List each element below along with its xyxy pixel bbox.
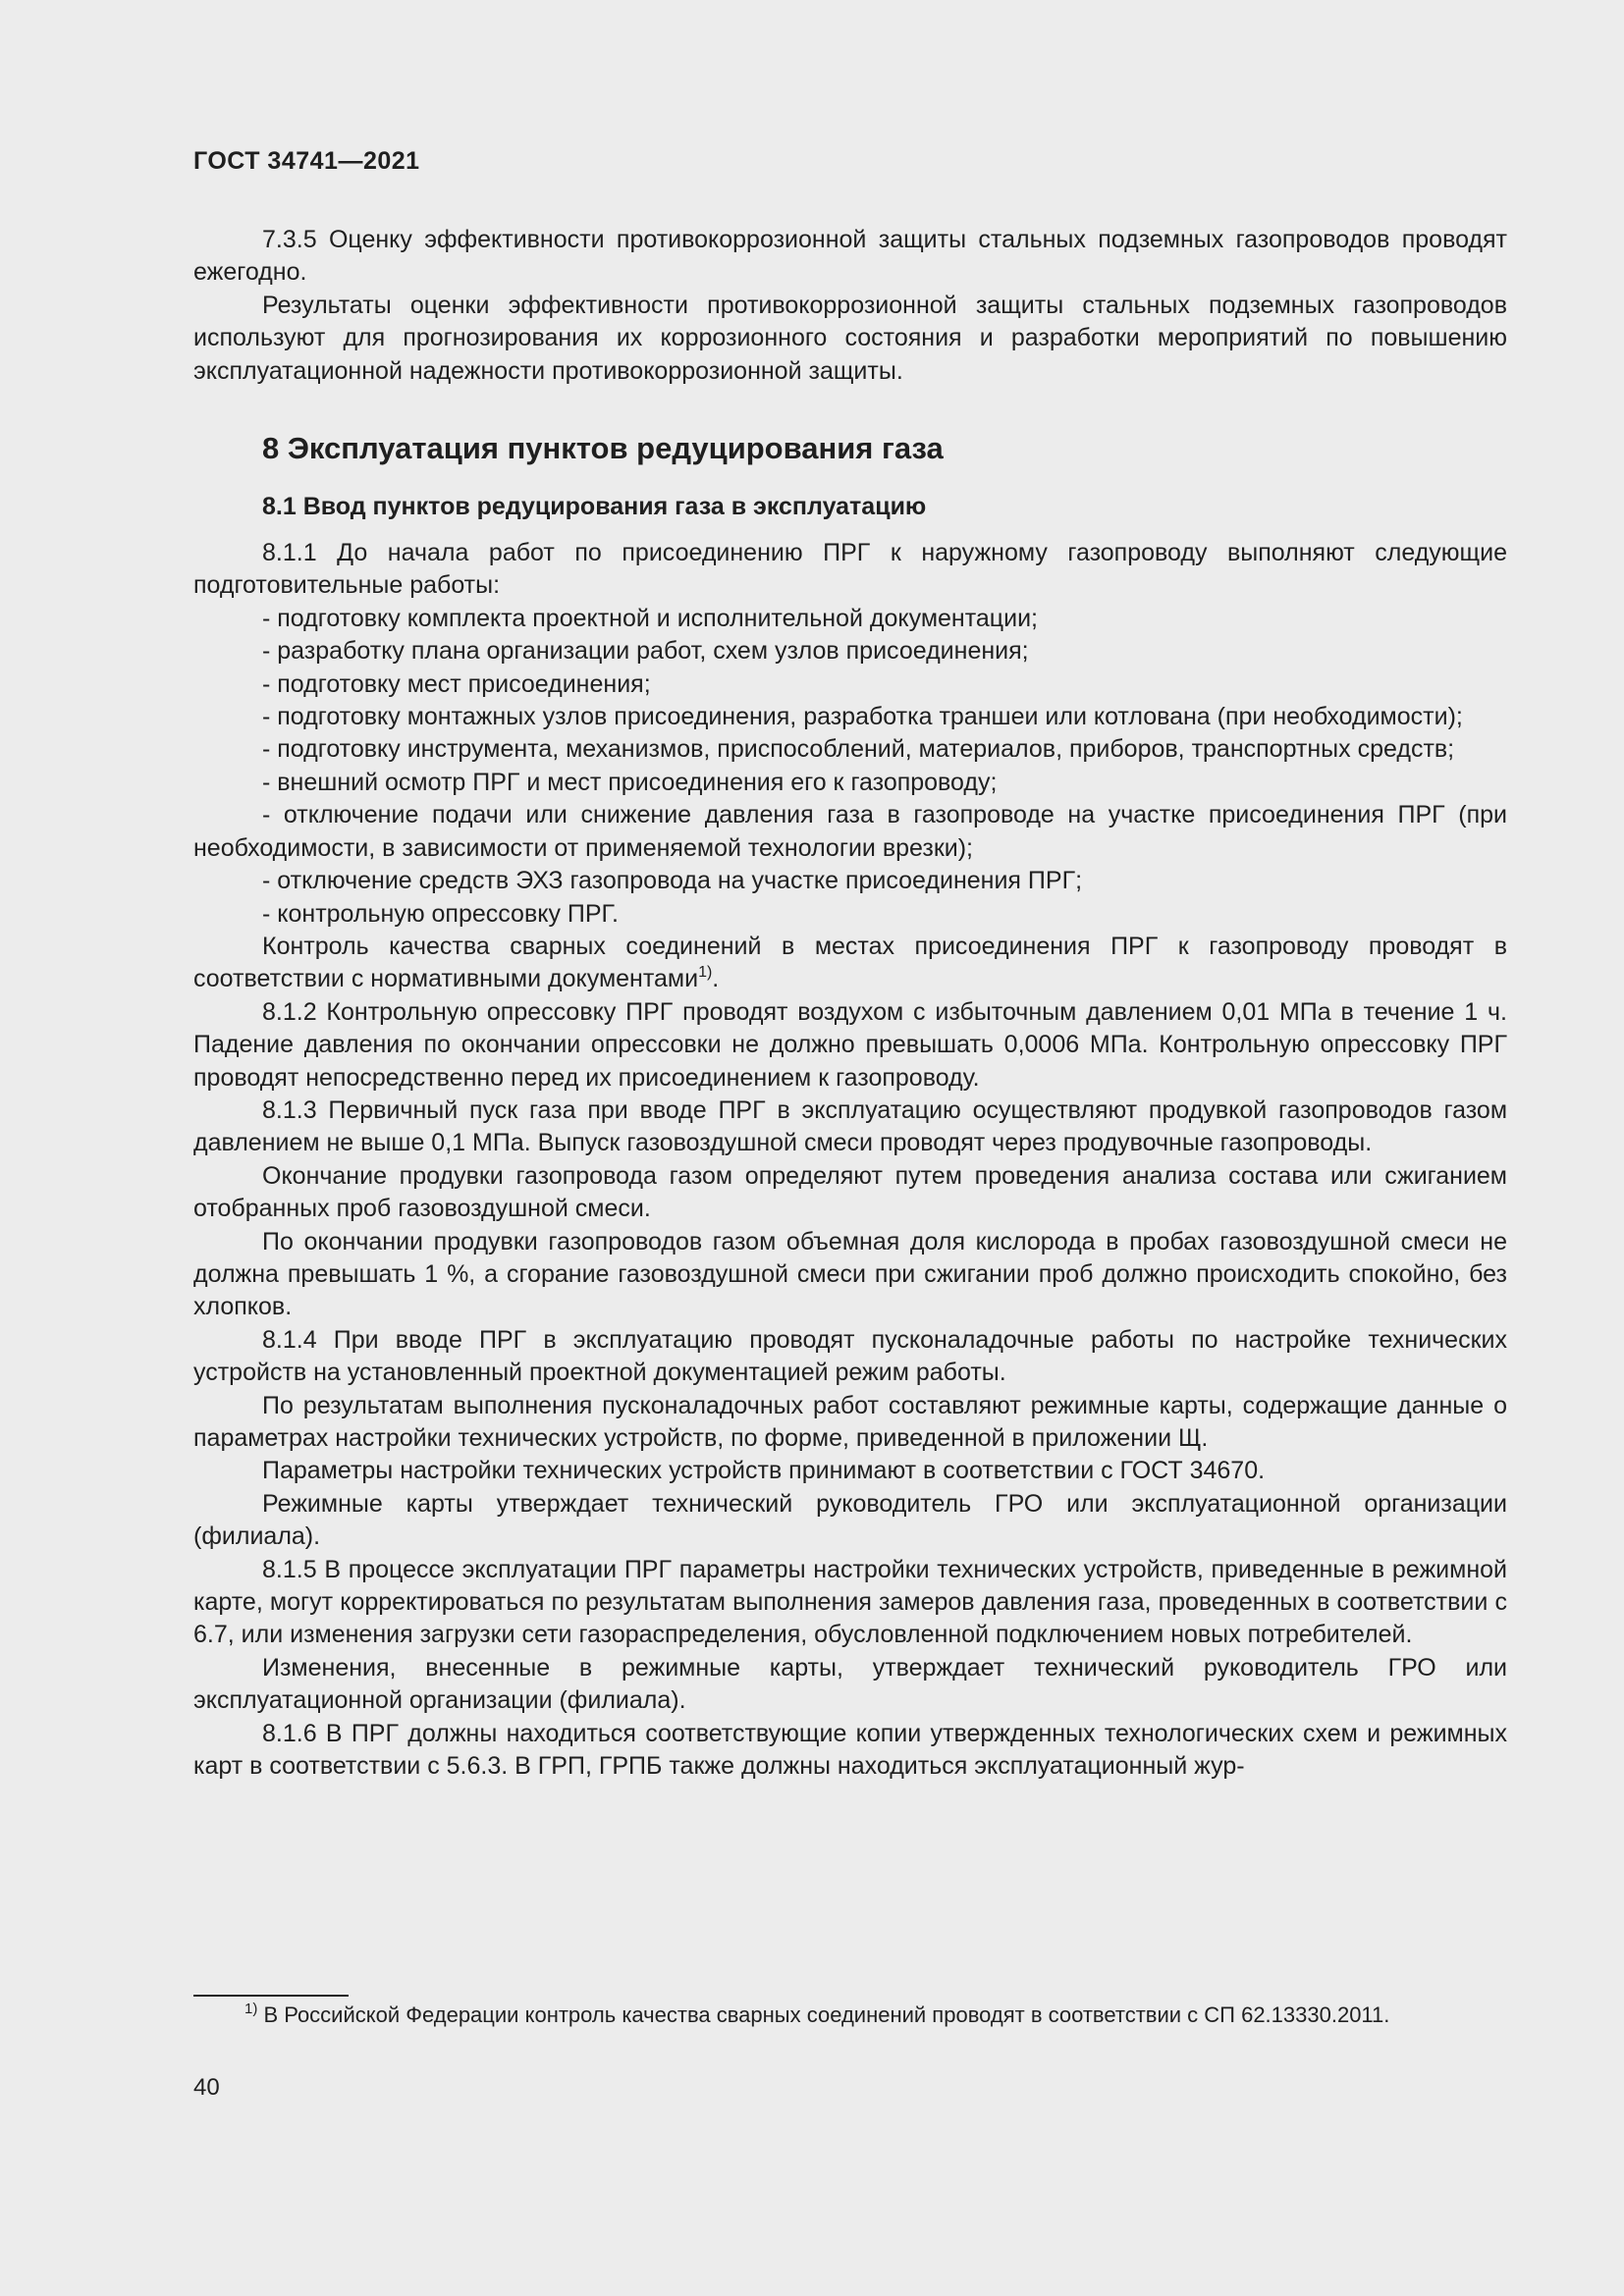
paragraph-7-3-5-results: Результаты оценки эффективности противокоррозионной защиты стальных подземных газопроводов используют для прогнозирования их коррозионного состояния и разработки мероприятий по повышению эксплуатационной надежности противокоррозионной защиты. [193,291,1507,385]
list-item: - внешний осмотр ПРГ и мест присоединения его к газопроводу; [262,768,998,796]
list-item: - подготовку монтажных узлов присоединения, разработка траншеи или котлована (при необходимости); [262,703,1463,731]
paragraph-8-1-3: 8.1.3 Первичный пуск газа при вводе ПРГ в эксплуатацию осуществляют продувкой газопроводов газом давлением не выше 0,1 МПа. Выпуск газовоздушной смеси проводят через продувочные газопроводы. [193,1095,1507,1157]
section-8-heading: 8 Эксплуатация пунктов редуцирования газа [262,431,944,466]
list-item: - подготовку комплекта проектной и исполнительной документации; [262,604,1039,632]
paragraph-7-3-5: 7.3.5 Оценку эффективности противокоррозионной защиты стальных подземных газопроводов проводят ежегодно. [193,226,1507,287]
footnote-marker: 1) [244,2001,258,2017]
footnote-divider [193,1995,349,1997]
paragraph-purge-end: Окончание продувки газопровода газом определяют путем проведения анализа состава или сжиганием отобранных проб газовоздушной смеси. [193,1161,1507,1223]
paragraph-8-1-6: 8.1.6 В ПРГ должны находиться соответствующие копии утвержденных технологических схем и режимных карт в соответствии с 5.6.3. В ГРП, ГРПБ также должны находиться эксплуатационный жур- [193,1719,1507,1781]
footnote-ref: 1) [698,964,713,982]
list-item: - контрольную опрессовку ПРГ. [262,899,619,928]
page-number: 40 [193,2074,220,2101]
document-header: ГОСТ 34741—2021 [193,147,420,175]
paragraph-mode-cards: По результатам выполнения пусконаладочных работ составляют режимные карты, содержащие данные о параметрах настройки технических устройств, по форме, приведенной в приложении Щ. [193,1391,1507,1452]
paragraph-settings: Параметры настройки технических устройств принимают в соответствии с ГОСТ 34670. [262,1457,1266,1485]
list-item: - подготовку мест присоединения; [262,669,651,698]
paragraph-8-1-5: 8.1.5 В процессе эксплуатации ПРГ параметры настройки технических устройств, приведенные в режимной карте, могут корректироваться по результатам выполнения замеров давления газа, проведенных в соответствии с 6.7, или изменения загрузки сети газораспределения, обусловленной подключением новых потребителей. [193,1555,1507,1649]
paragraph-oxygen: По окончании продувки газопроводов газом объемная доля кислорода в пробах газовоздушной смеси не должна превышать 1 %, а сгорание газовоздушной смеси при сжигании проб должно происходить спокойно, без хлопков. [193,1227,1507,1321]
list-item: - отключение подачи или снижение давления газа в газопроводе на участке присоединения ПРГ (при необходимости, в зависимости от применяемой технологии врезки); [193,801,1507,862]
list-item: - подготовку инструмента, механизмов, приспособлений, материалов, приборов, транспортных средств; [262,735,1455,764]
paragraph-8-1-4: 8.1.4 При вводе ПРГ в эксплуатацию проводят пусконаладочные работы по настройке технических устройств на установленный проектной документацией режим работы. [193,1325,1507,1387]
subsection-8-1-heading: 8.1 Ввод пунктов редуцирования газа в эксплуатацию [262,493,927,521]
paragraph-weld-control [193,931,1507,996]
weld-control-text: Контроль качества сварных соединений в местах присоединения ПРГ к газопроводу проводят в соответствии с нормативными документами [193,932,1507,993]
list-item: - разработку плана организации работ, схем узлов присоединения; [262,637,1029,666]
footnote-text [193,2001,1507,2030]
paragraph-changes: Изменения, внесенные в режимные карты, утверждает технический руководитель ГРО или эксплуатационной организации (филиала). [193,1653,1507,1715]
footnote-body: В Российской Федерации контроль качества сварных соединений проводят в соответствии с СП 62.13330.2011. [257,2002,1390,2027]
paragraph-approval: Режимные карты утверждает технический руководитель ГРО или эксплуатационной организации (филиала). [193,1489,1507,1551]
paragraph-8-1-2: 8.1.2 Контрольную опрессовку ПРГ проводят воздухом с избыточным давлением 0,01 МПа в течение 1 ч. Падение давления по окончании опрессовки не должно превышать 0,0006 МПа. Контрольную опрессовку ПРГ проводят непосредственно перед их присоединением к газопроводу. [193,997,1507,1092]
paragraph-8-1-1: 8.1.1 До начала работ по присоединению ПРГ к наружному газопроводу выполняют следующие подготовительные работы: [193,539,1507,600]
weld-control-end: . [712,965,720,993]
page-body [193,224,1507,1783]
list-item: - отключение средств ЭХЗ газопровода на участке присоединения ПРГ; [262,867,1083,895]
footnote [193,2001,1507,2030]
